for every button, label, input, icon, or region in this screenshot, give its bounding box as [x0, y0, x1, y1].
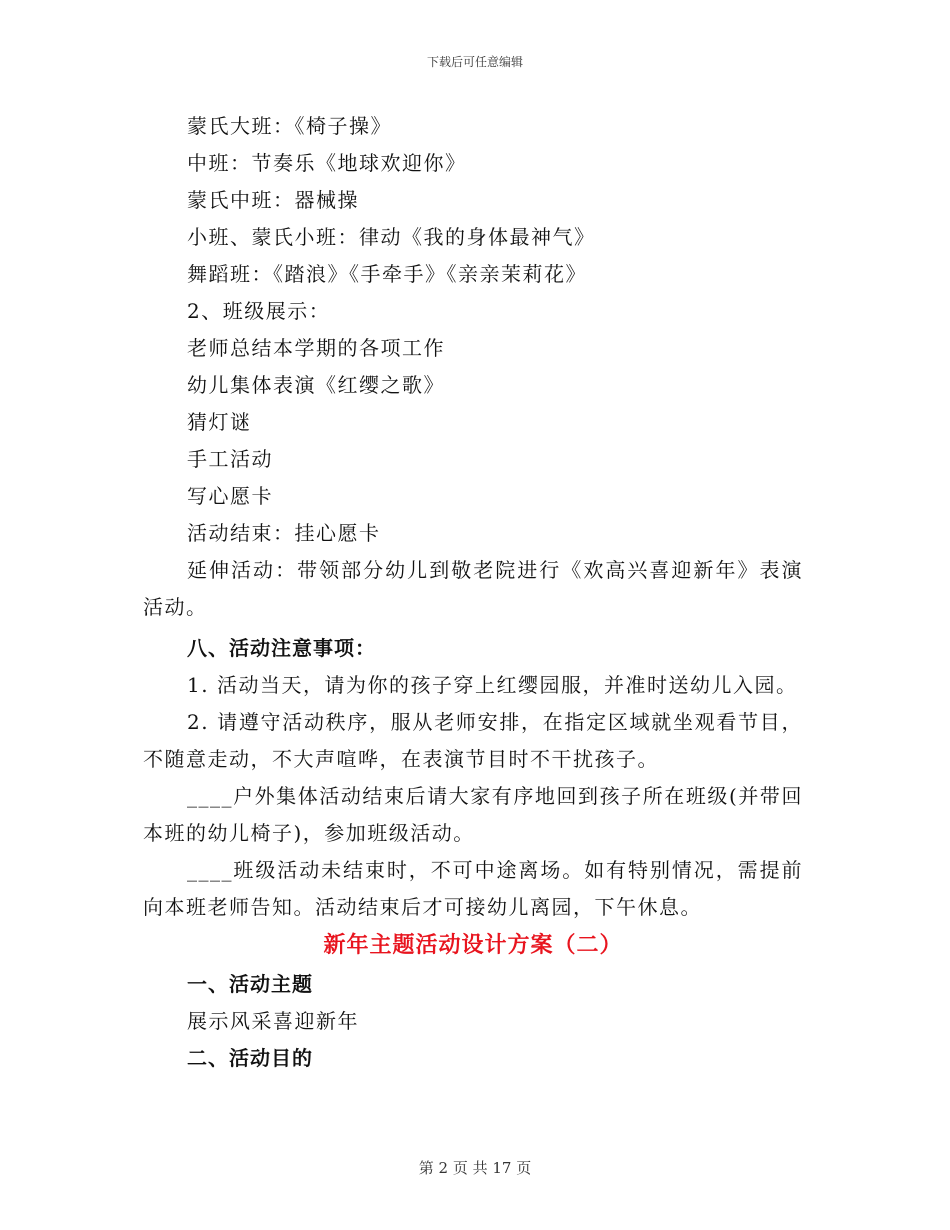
program-line: 小班、蒙氏小班：律动《我的身体最神气》	[187, 225, 596, 249]
note-paragraph: 2. 请遵守活动秩序，服从老师安排，在指定区域就坐观看节目，不随意走动，不大声喧哗，在表演节目时不干扰孩子。	[143, 710, 803, 771]
document-body	[143, 108, 803, 1077]
notes-heading: 八、活动注意事项：	[187, 636, 376, 660]
note-paragraph: 1. 活动当天，请为你的孩子穿上红缨园服，并准时送幼儿入园。	[187, 673, 798, 697]
program-line: 活动结束：挂心愿卡	[187, 521, 381, 545]
program-line: 蒙氏大班：《椅子操》	[187, 114, 392, 138]
program-line: 手工活动	[187, 447, 273, 471]
subheading-class-show: 2、班级展示：	[187, 299, 331, 323]
page-header: 下载后可任意编辑	[426, 55, 523, 69]
program-line: 猜灯谜	[187, 410, 252, 434]
extension-paragraph: 延伸活动：带领部分幼儿到敬老院进行《欢高兴喜迎新年》表演活动。	[143, 558, 803, 619]
program-line: 舞蹈班：《踏浪》《手牵手》《亲亲茉莉花》	[187, 262, 587, 286]
note-paragraph: ____班级活动未结束时，不可中途离场。如有特别情况，需提前向本班老师告知。活动结束后才可接幼儿离园，下午休息。	[143, 858, 803, 919]
program-line: 中班：节奏乐《地球欢迎你》	[187, 151, 467, 175]
note-paragraph: ____户外集体活动结束后请大家有序地回到孩子所在班级(并带回本班的幼儿椅子)，参加班级活动。	[143, 784, 803, 845]
section-heading: 一、活动主题	[187, 972, 313, 996]
section-heading: 二、活动目的	[187, 1046, 313, 1070]
page-footer: 第 2 页 共 17 页	[418, 1159, 532, 1177]
program-line: 幼儿集体表演《红缨之歌》	[187, 373, 445, 397]
theme-line: 展示风采喜迎新年	[187, 1009, 359, 1033]
program-line: 老师总结本学期的各项工作	[187, 336, 445, 360]
program-line: 蒙氏中班：器械操	[187, 188, 359, 212]
program-line: 写心愿卡	[187, 484, 273, 508]
section-title: 新年主题活动设计方案（二）	[323, 933, 623, 958]
